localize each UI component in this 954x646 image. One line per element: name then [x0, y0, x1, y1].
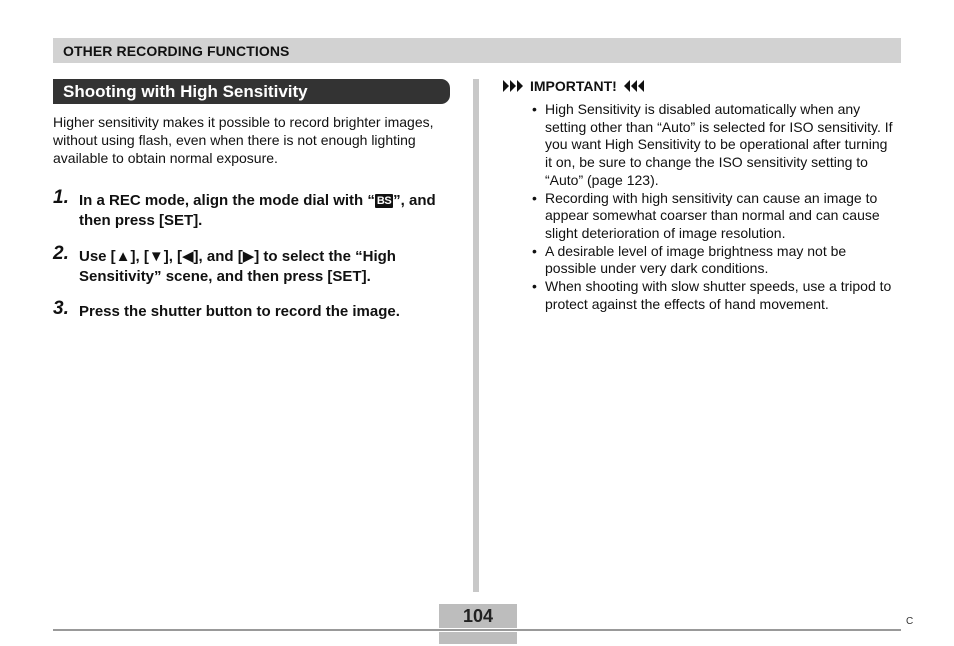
header-bar	[53, 38, 901, 63]
section-heading-bar	[53, 79, 450, 104]
important-heading	[503, 78, 644, 94]
page-number: 104	[462, 606, 494, 626]
step-number: 2.	[53, 243, 69, 264]
step-text-part: ”, and then press [SET].	[79, 192, 436, 229]
intro-paragraph: Higher sensitivity makes it possible to record brighter images, without using flash, even when there is not enough lighting available to obtain normal exposure.	[53, 114, 434, 166]
chapter-title: OTHER RECORDING FUNCTIONS	[63, 43, 290, 59]
corner-mark: C	[906, 616, 914, 627]
column-divider	[473, 79, 479, 592]
important-arrows-right-icon	[503, 80, 525, 92]
important-label: IMPORTANT!	[530, 78, 617, 94]
step-text: Use [▲], [▼], [◀], and [▶] to select the “High Sensitivity” scene, and then press [SET].	[79, 248, 396, 285]
step-number: 1.	[53, 187, 69, 208]
important-bullet: • Recording with high sensitivity can cause an image to appear somewhat coarser than normal and can cause slight deterioration of image resolution.	[532, 190, 897, 243]
section-title: Shooting with High Sensitivity	[63, 82, 308, 101]
step-text: Press the shutter button to record the image.	[79, 303, 400, 320]
page-number-box	[439, 604, 517, 644]
page-number-base	[439, 632, 517, 644]
step-text-part: In a REC mode, align the mode dial with “	[79, 192, 375, 209]
important-bullet: • High Sensitivity is disabled automatically when any setting other than “Auto” is selected for ISO sensitivity. If you want High Sensitivity to be operational after turning it on, be sure to change the ISO sensitivity setting to “Auto” (page 123).	[532, 101, 897, 190]
important-bullet: • A desirable level of image brightness may not be possible under very dark conditions.	[532, 243, 897, 278]
important-bullet: • When shooting with slow shutter speeds, use a tripod to protect against the effects of hand movement.	[532, 278, 897, 313]
step-text	[79, 191, 459, 231]
important-list	[532, 101, 897, 313]
important-arrows-left-icon	[622, 80, 644, 92]
step-number: 3.	[53, 298, 69, 319]
bs-mode-icon: BS	[376, 195, 392, 207]
